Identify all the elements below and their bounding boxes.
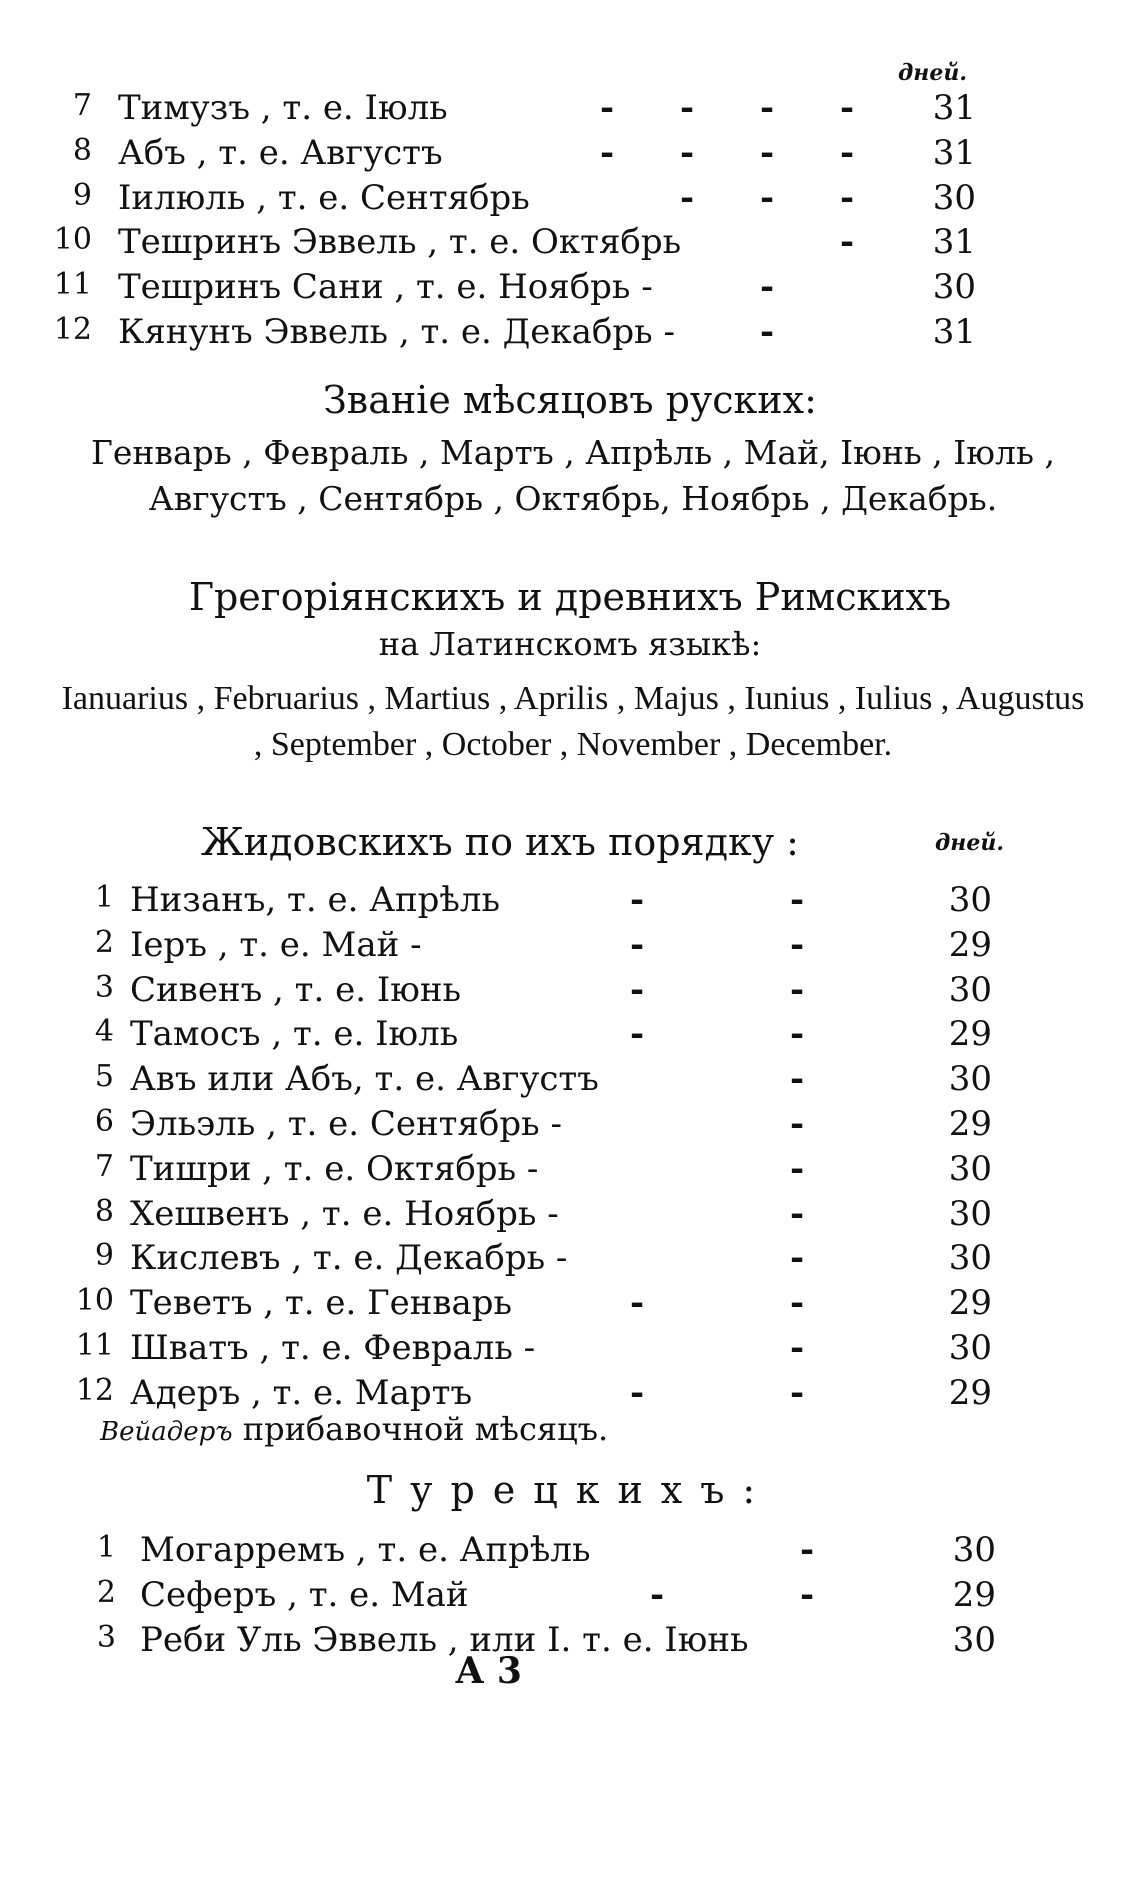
leader-dash: - — [790, 1283, 805, 1324]
month-number: 11 — [75, 1328, 114, 1363]
leader-dash: - — [760, 177, 775, 218]
month-days: 30 — [932, 267, 976, 308]
month-name: Эльэль , т. е. Сентябрь - — [130, 1104, 562, 1144]
month-days: 31 — [932, 88, 976, 128]
leader-dash: - — [630, 1014, 645, 1055]
month-days: 30 — [948, 1238, 992, 1279]
leader-dash: - — [760, 132, 775, 173]
month-name: Кислевъ , т. е. Декабрь - — [130, 1238, 568, 1279]
leader-dash: - — [790, 1148, 805, 1189]
month-days: 31 — [932, 312, 976, 352]
month-name: Іилюль , т. е. Сентябрь — [118, 177, 530, 218]
month-name: Іеръ , т. е. Май - — [130, 924, 422, 965]
month-row — [0, 267, 1140, 311]
month-number: 6 — [94, 1104, 114, 1139]
month-number: 9 — [72, 177, 92, 213]
leader-dash: - — [800, 1530, 815, 1570]
month-row — [0, 1530, 1140, 1574]
month-row — [0, 312, 1140, 356]
leader-dash: - — [650, 1575, 665, 1615]
leader-dash: - — [790, 1238, 805, 1279]
leader-dash: - — [790, 1059, 805, 1100]
month-days: 30 — [948, 1193, 992, 1234]
month-number: 7 — [94, 1148, 114, 1184]
month-number: 5 — [94, 1059, 114, 1095]
month-days: 30 — [952, 1620, 996, 1660]
turkish-heading: Турецкихъ: — [366, 1468, 774, 1512]
leader-dash: - — [600, 88, 615, 128]
leader-dash: - — [790, 1193, 805, 1234]
leader-dash: - — [790, 969, 805, 1010]
month-name: Могарремъ , т. е. Апрѣль — [140, 1530, 591, 1570]
leader-dash: - — [790, 1372, 805, 1413]
month-row — [0, 1238, 1140, 1282]
month-number: 3 — [96, 1620, 116, 1655]
leader-dash: - — [630, 969, 645, 1010]
leader-dash: - — [630, 1372, 645, 1413]
leader-dash: - — [680, 88, 695, 128]
jewish-heading: Жидовскихъ по ихъ порядку : — [201, 820, 799, 864]
month-row — [0, 1104, 1140, 1148]
month-name: Авъ или Абъ, т. е. Августъ — [130, 1059, 599, 1100]
month-row — [0, 178, 1140, 222]
jewish-note-italic: Вейадеръ — [100, 1417, 233, 1447]
days-column-label: дней. — [898, 60, 967, 86]
month-number: 3 — [94, 969, 114, 1005]
month-row — [0, 1283, 1140, 1327]
leader-dash: - — [840, 177, 855, 218]
leader-dash: - — [790, 1014, 805, 1055]
month-number: 8 — [72, 132, 92, 168]
leader-dash: - — [840, 132, 855, 173]
jewish-note-text: прибавочной мѣсяцъ. — [242, 1410, 609, 1448]
month-days: 30 — [952, 1530, 996, 1570]
gregorian-subheading: на Латинскомъ языкѣ: — [378, 625, 762, 663]
month-name: Тешринъ Сани , т. е. Ноябрь - — [118, 267, 653, 308]
month-days: 31 — [932, 222, 976, 263]
month-row — [0, 1575, 1140, 1619]
leader-dash: - — [680, 177, 695, 218]
month-number: 2 — [94, 924, 114, 960]
month-row — [0, 133, 1140, 177]
month-number: 8 — [94, 1193, 114, 1229]
russian-heading: Званіе мѣсяцовъ руских: — [323, 378, 817, 422]
month-days: 30 — [948, 1328, 992, 1368]
month-row — [0, 1328, 1140, 1372]
month-row — [0, 1194, 1140, 1238]
month-days: 30 — [948, 969, 992, 1010]
days-column-label-2: дней. — [935, 830, 1004, 856]
month-days: 30 — [948, 1059, 992, 1100]
jewish-note — [100, 1410, 608, 1448]
leader-dash: - — [630, 1283, 645, 1324]
month-number: 1 — [94, 880, 114, 915]
month-days: 31 — [932, 132, 976, 173]
month-days: 29 — [948, 1104, 992, 1144]
month-number: 2 — [96, 1575, 116, 1610]
month-number: 4 — [94, 1014, 114, 1050]
leader-dash: - — [790, 880, 805, 920]
month-name: Абъ , т. е. Августъ — [118, 132, 443, 173]
month-row — [0, 925, 1140, 969]
leader-dash: - — [760, 312, 775, 352]
month-row — [0, 222, 1140, 266]
month-name: Низанъ, т. е. Апрѣль — [130, 880, 500, 920]
month-name: Тамосъ , т. е. Іюль — [130, 1014, 459, 1055]
month-days: 30 — [948, 880, 992, 920]
month-name: Хешвенъ , т. е. Ноябрь - — [130, 1193, 559, 1234]
month-name: Теветъ , т. е. Генварь — [130, 1283, 513, 1324]
leader-dash: - — [600, 132, 615, 173]
month-name: Шватъ , т. е. Февраль - — [130, 1328, 536, 1368]
month-days: 29 — [948, 1014, 992, 1055]
leader-dash: - — [840, 222, 855, 263]
latin-months-text: Ianuarius , Februarius , Martius , Aprilis , Majus , Iunius , Iulius , Augustus , September , October , November , December. — [61, 680, 1085, 763]
month-name: Тешринъ Эввель , т. е. Октябрь — [118, 222, 682, 263]
month-number: 1 — [96, 1530, 116, 1565]
month-name: Кянунъ Эввель , т. е. Декабрь - — [118, 312, 675, 352]
month-number: 9 — [94, 1238, 114, 1274]
month-number: 7 — [72, 88, 92, 123]
page-signature: А 3 — [455, 1650, 522, 1692]
month-row — [0, 880, 1140, 924]
month-number: 11 — [53, 267, 92, 303]
leader-dash: - — [790, 1328, 805, 1368]
month-name: Реби Уль Эввель , или I. т. е. Іюнь — [140, 1620, 749, 1660]
month-row — [0, 1620, 1140, 1664]
month-days: 29 — [948, 1372, 992, 1413]
month-days: 29 — [948, 924, 992, 965]
month-name: Тимузъ , т. е. Іюль — [118, 88, 448, 128]
leader-dash: - — [760, 88, 775, 128]
month-row — [0, 970, 1140, 1014]
leader-dash: - — [790, 924, 805, 965]
month-days: 29 — [948, 1283, 992, 1324]
month-name: Тишри , т. е. Октябрь - — [130, 1148, 539, 1189]
leader-dash: - — [840, 88, 855, 128]
leader-dash: - — [630, 924, 645, 965]
month-number: 12 — [75, 1372, 114, 1408]
leader-dash: - — [630, 880, 645, 920]
month-row — [0, 1059, 1140, 1103]
month-name: Сивенъ , т. е. Іюнь — [130, 969, 462, 1010]
month-days: 29 — [952, 1575, 996, 1615]
month-number: 10 — [53, 222, 92, 258]
month-number: 12 — [53, 312, 92, 347]
leader-dash: - — [800, 1575, 815, 1615]
month-number: 10 — [75, 1283, 114, 1319]
month-days: 30 — [932, 177, 976, 218]
month-days: 30 — [948, 1148, 992, 1189]
month-row — [0, 88, 1140, 132]
russian-months-text: Генварь , Февраль , Мартъ , Апрѣль , Май, Іюнь , Іюль , Августъ , Сентябрь , Октябрь, Ноябрь , Декабрь. — [91, 433, 1055, 518]
month-name: Адеръ , т. е. Мартъ — [130, 1372, 473, 1413]
leader-dash: - — [680, 132, 695, 173]
leader-dash: - — [790, 1104, 805, 1144]
month-row — [0, 1014, 1140, 1058]
leader-dash: - — [760, 267, 775, 308]
gregorian-heading: Грегоріянскихъ и древнихъ Римскихъ — [188, 575, 952, 619]
month-row — [0, 1149, 1140, 1193]
month-name: Сеферъ , т. е. Май — [140, 1575, 469, 1615]
